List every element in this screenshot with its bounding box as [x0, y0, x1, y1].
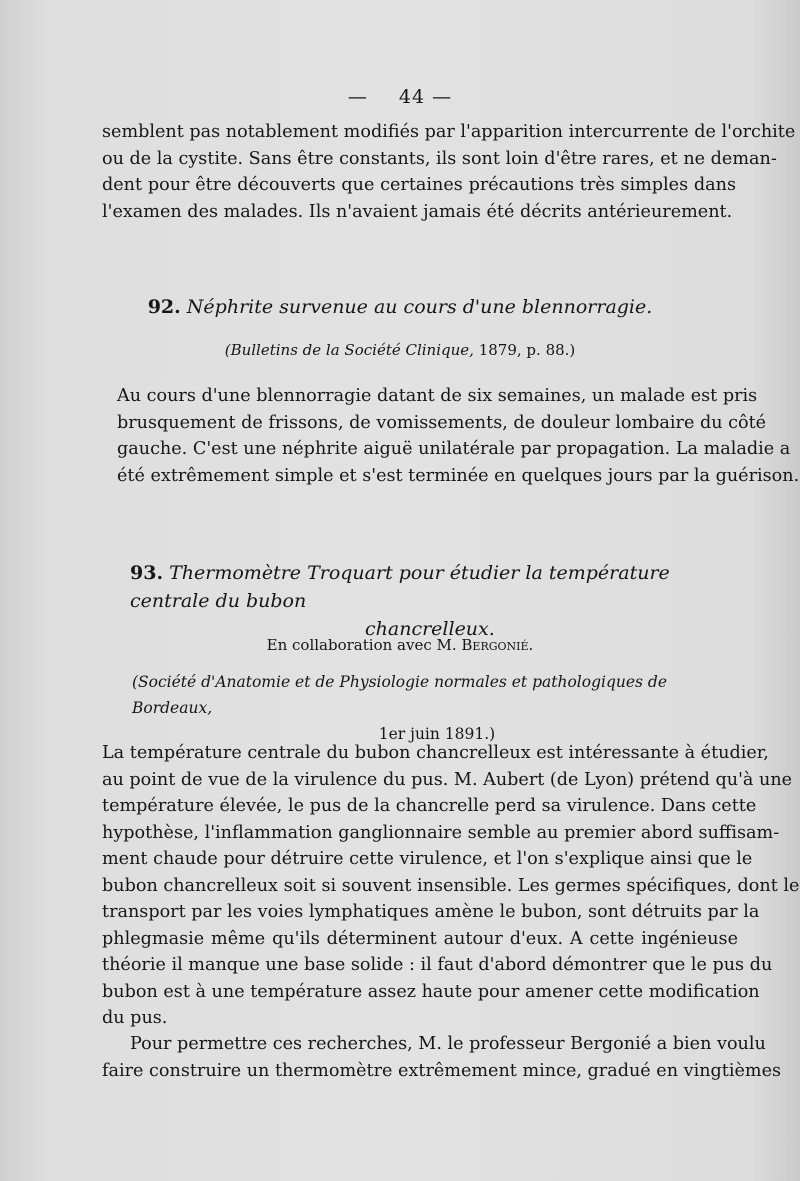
text-line: bubon est à une température assez haute pour amener cette modification — [102, 981, 760, 1002]
section-92-source — [0, 341, 800, 359]
section-93-collaboration — [0, 636, 800, 654]
page-number-value: 44 — [398, 86, 426, 108]
text-line: La température centrale du bubon chancrelleux est intéressante à étudier, — [102, 743, 769, 763]
section-93-title-line2: chancrelleux. — [365, 618, 495, 640]
collab-name: Bergonié. — [461, 636, 534, 654]
text-line: Au cours d'une blennorragie datant de six semaines, un malade est pris — [117, 386, 758, 406]
page-number: — 44 — — [347, 86, 453, 108]
section-92-title: Néphrite survenue au cours d'une blennorragie. — [186, 296, 653, 318]
text-line: brusquement de frissons, de vomissements, de douleur lombaire du côté — [117, 412, 767, 433]
text-line: dent pour être découverts que certaines précautions très simples dans — [102, 175, 736, 195]
text-line: gauche. C'est une néphrite aiguë unilatérale par propagation. La maladie a — [117, 439, 791, 459]
text-line: bubon chancrelleux soit si souvent insensible. Les germes spécifiques, dont le — [102, 875, 800, 896]
section-93-title-line1: Thermomètre Troquart pour étudier la température centrale du bubon — [130, 562, 670, 612]
text-line: phlegmasie même qu'ils déterminent autour d'eux. A cette ingénieuse — [102, 928, 738, 949]
text-line: au point de vue de la virulence du pus. M. Aubert (de Lyon) prétend qu'à une — [102, 769, 793, 790]
section-92-source-journal: (Bulletins de la Société Clinique, — [224, 341, 474, 359]
text-line: transport par les voies lymphatiques amène le bubon, sont détruits par la — [102, 902, 760, 922]
text-line: semblent pas notablement modifiés par l'apparition intercurrente de l'orchite — [102, 122, 796, 142]
section-93-heading — [130, 559, 740, 643]
text-line: ment chaude pour détruire cette virulence, et l'on s'explique ainsi que le — [102, 849, 753, 869]
collab-prefix: En collaboration avec M. — [266, 636, 457, 654]
section-93-number: 93. — [130, 562, 164, 584]
section-93-source — [132, 669, 742, 747]
text-line: température élevée, le pus de la chancrelle perd sa virulence. Dans cette — [102, 796, 757, 816]
text-line: ou de la cystite. Sans être constants, ils sont loin d'être rares, et ne deman- — [102, 148, 777, 169]
section-92-source-year: 1879, p. 88.) — [478, 341, 576, 359]
section-92-heading — [0, 296, 800, 318]
text-line: faire construire un thermomètre extrêmement mince, gradué en vingtièmes — [102, 1060, 782, 1081]
paragraph-orchite — [102, 119, 796, 225]
section-92-number: 92. — [147, 296, 181, 318]
section-93-source-line2: 1er juin 1891.) — [378, 725, 496, 743]
text-line: Pour permettre ces recherches, M. le professeur Bergonié a bien voulu — [130, 1034, 766, 1054]
text-line: théorie il manque une base solide : il faut d'abord démontrer que le pus du — [102, 955, 773, 975]
paragraph-bubon — [102, 740, 800, 1032]
text-line: l'examen des malades. Ils n'avaient jamais été décrits antérieurement. — [102, 201, 733, 222]
text-line: hypothèse, l'inflammation ganglionnaire semble au premier abord suffisam- — [102, 822, 780, 843]
section-93-source-line1: (Société d'Anatomie et de Physiologie normales et pathologiques de Bordeaux, — [132, 673, 668, 717]
text-line: du pus. — [102, 1008, 168, 1028]
paragraph-thermometre — [102, 1031, 782, 1084]
text-line: été extrêmement simple et s'est terminée en quelques jours par la guérison. — [117, 465, 800, 486]
paragraph-nephrite — [117, 383, 800, 489]
